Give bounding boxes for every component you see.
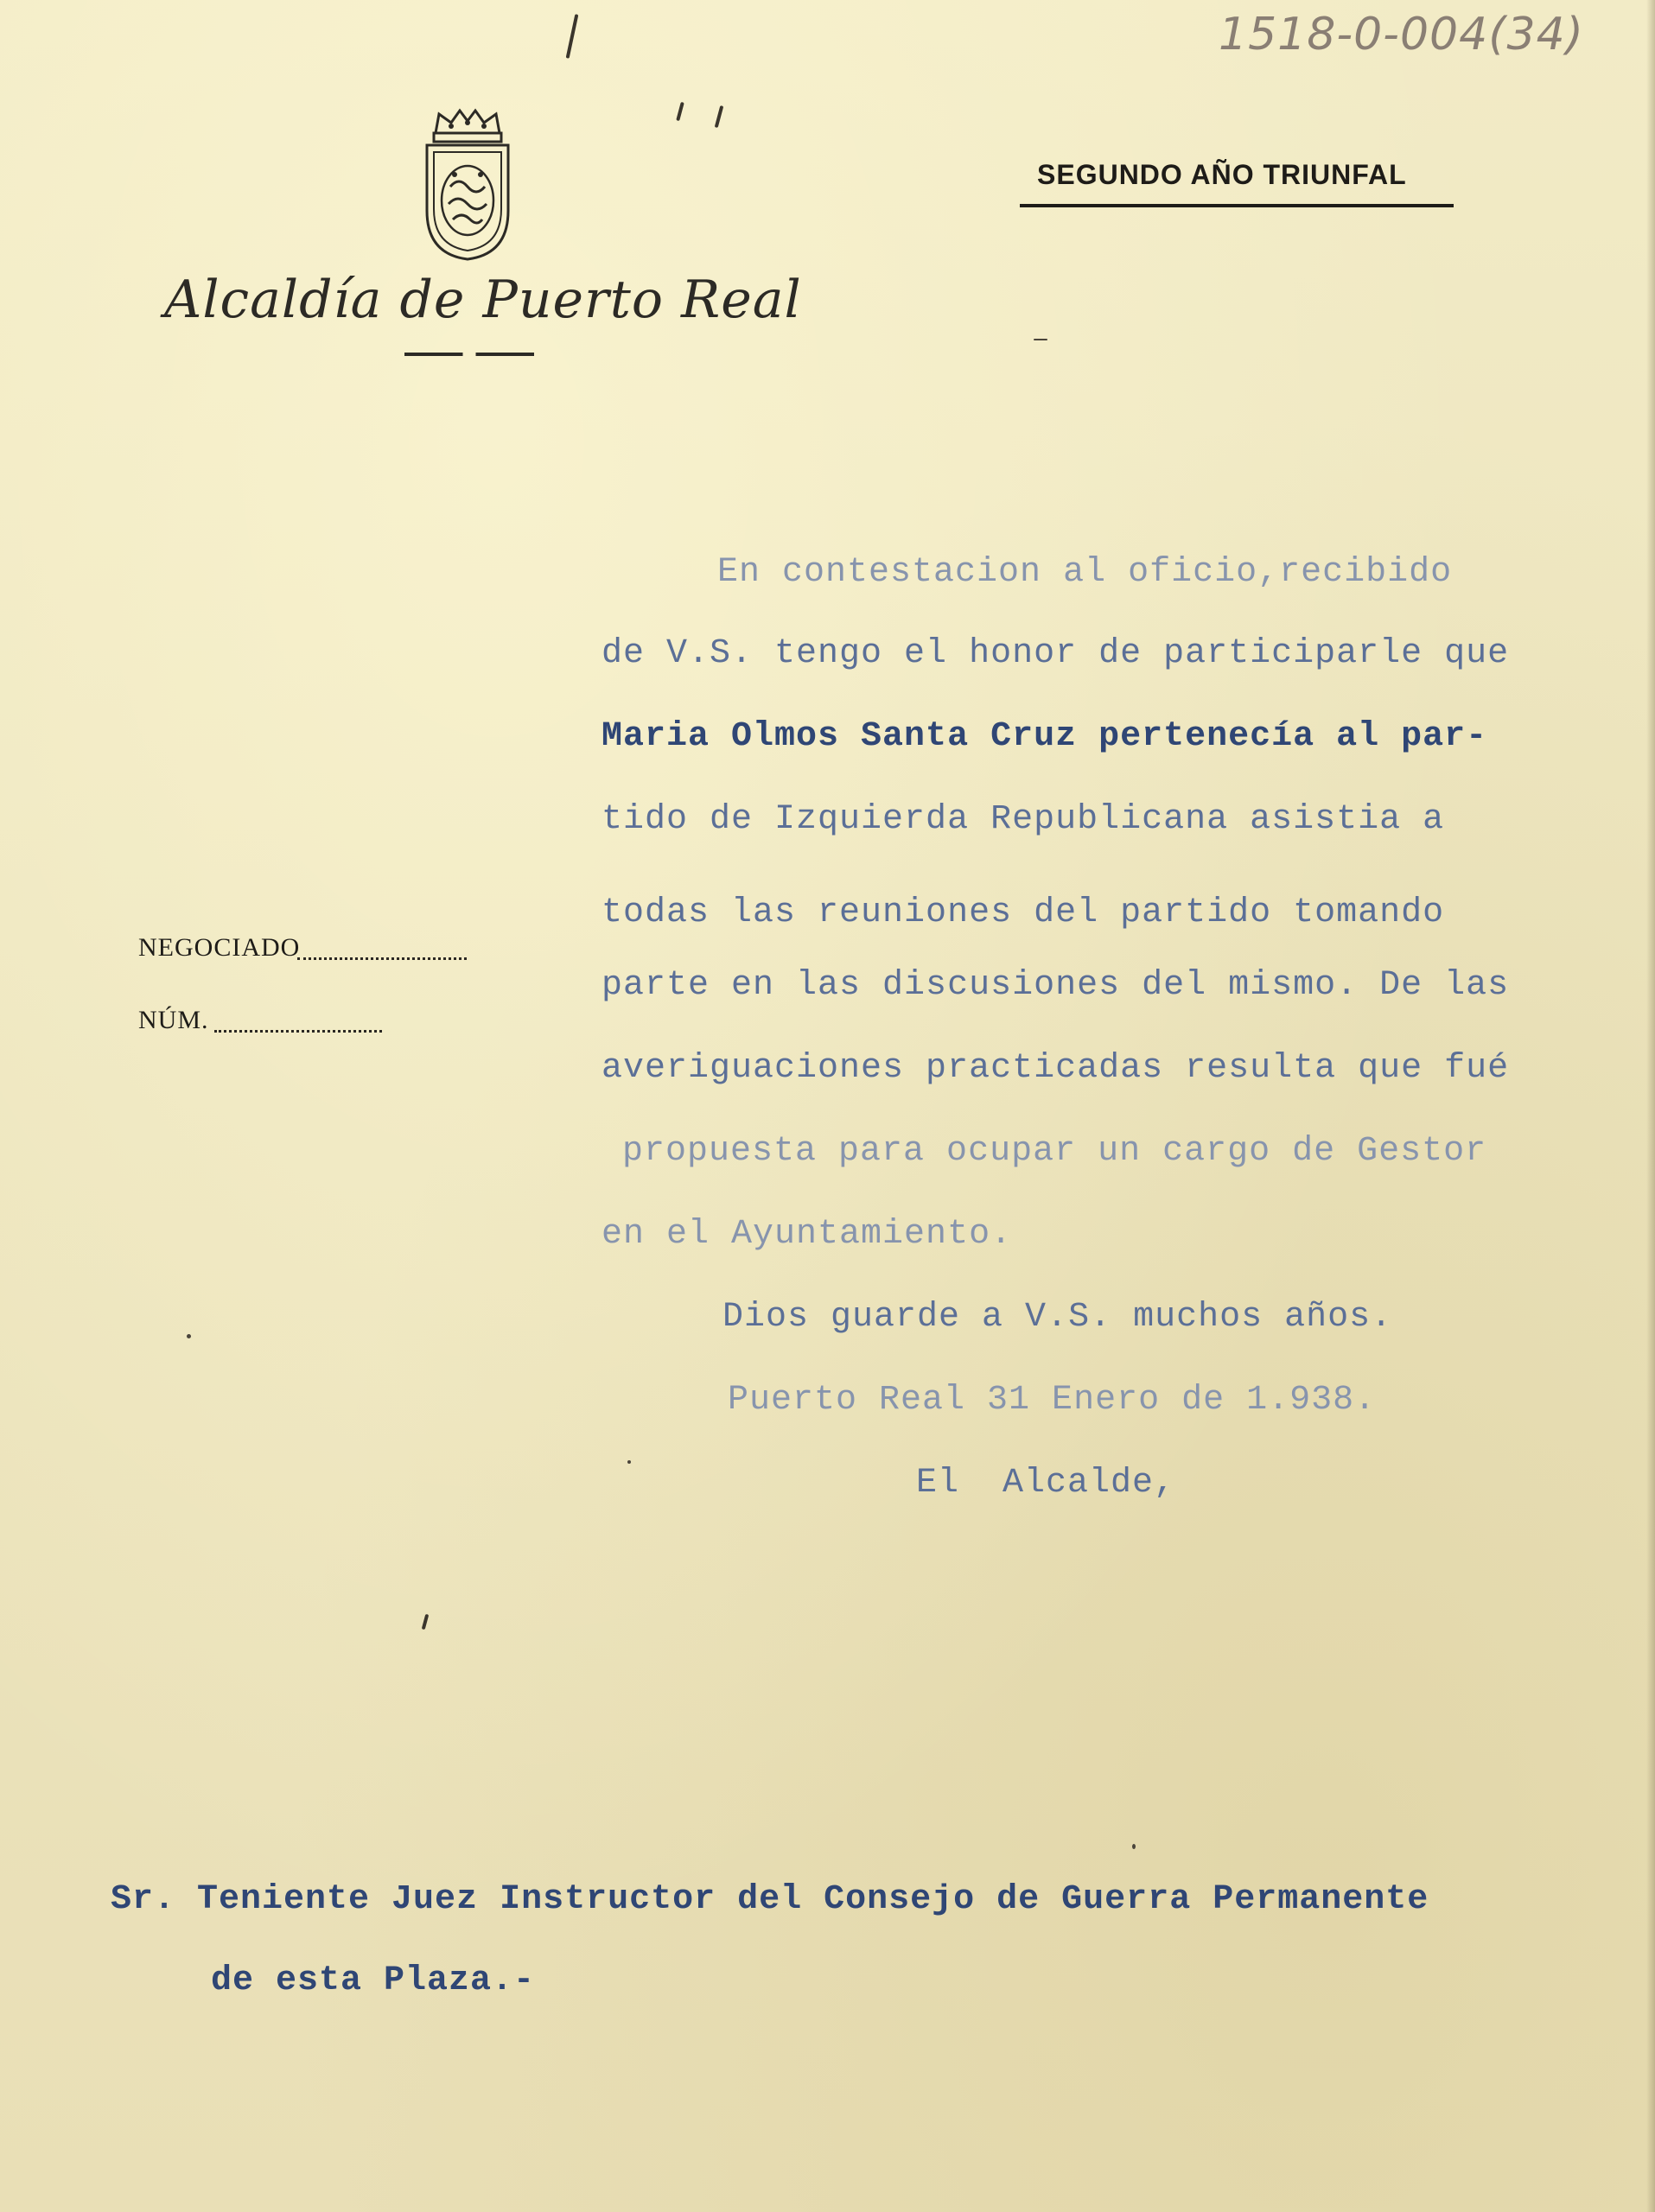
- num-label: NÚM.: [138, 1006, 209, 1034]
- paper-fleck: [1034, 339, 1047, 340]
- addressee-line: de esta Plaza.-: [211, 1961, 536, 2000]
- page-edge-shadow: [1646, 0, 1655, 2212]
- body-line: parte en las discusiones del mismo. De las: [602, 966, 1510, 1005]
- letterhead-underline: [404, 353, 534, 356]
- negociado-blank: [297, 957, 467, 960]
- pen-mark: [676, 102, 684, 121]
- pen-mark: [422, 1614, 430, 1630]
- pen-mark: [715, 105, 724, 128]
- motto-underline: [1020, 204, 1454, 207]
- archive-reference: 1518-0-004(34): [1219, 9, 1584, 60]
- motto-heading: SEGUNDO AÑO TRIUNFAL: [1037, 159, 1407, 190]
- body-line: todas las reuniones del partido tomando: [602, 893, 1445, 932]
- num-blank: [214, 1030, 382, 1033]
- signature-title: El Alcalde,: [916, 1464, 1176, 1503]
- paper-fleck: [187, 1334, 191, 1338]
- body-line: tido de Izquierda Republicana asistia a: [602, 800, 1445, 839]
- body-line: averiguaciones practicadas resulta que fué: [602, 1049, 1510, 1088]
- coat-of-arms-icon: [420, 107, 515, 263]
- municipality-letterhead: Alcaldía de Puerto Real: [164, 270, 802, 330]
- place-and-date: Puerto Real 31 Enero de 1.938.: [728, 1381, 1377, 1420]
- body-line: de V.S. tengo el honor de participarle que: [602, 634, 1510, 673]
- body-line: propuesta para ocupar un cargo de Gestor: [622, 1132, 1487, 1171]
- paper-fleck: [627, 1460, 631, 1464]
- negociado-label: NEGOCIADO: [138, 933, 301, 962]
- closing-salutation: Dios guarde a V.S. muchos años.: [722, 1298, 1393, 1337]
- body-line: En contestacion al oficio,recibido: [717, 553, 1453, 592]
- addressee-line: Sr. Teniente Juez Instructor del Consejo de Guerra Permanente: [111, 1880, 1429, 1919]
- body-line: en el Ayuntamiento.: [602, 1215, 1013, 1254]
- paper-fleck: [1132, 1844, 1136, 1849]
- pen-mark: [566, 14, 579, 59]
- body-line: Maria Olmos Santa Cruz pertenecía al par-: [602, 717, 1488, 756]
